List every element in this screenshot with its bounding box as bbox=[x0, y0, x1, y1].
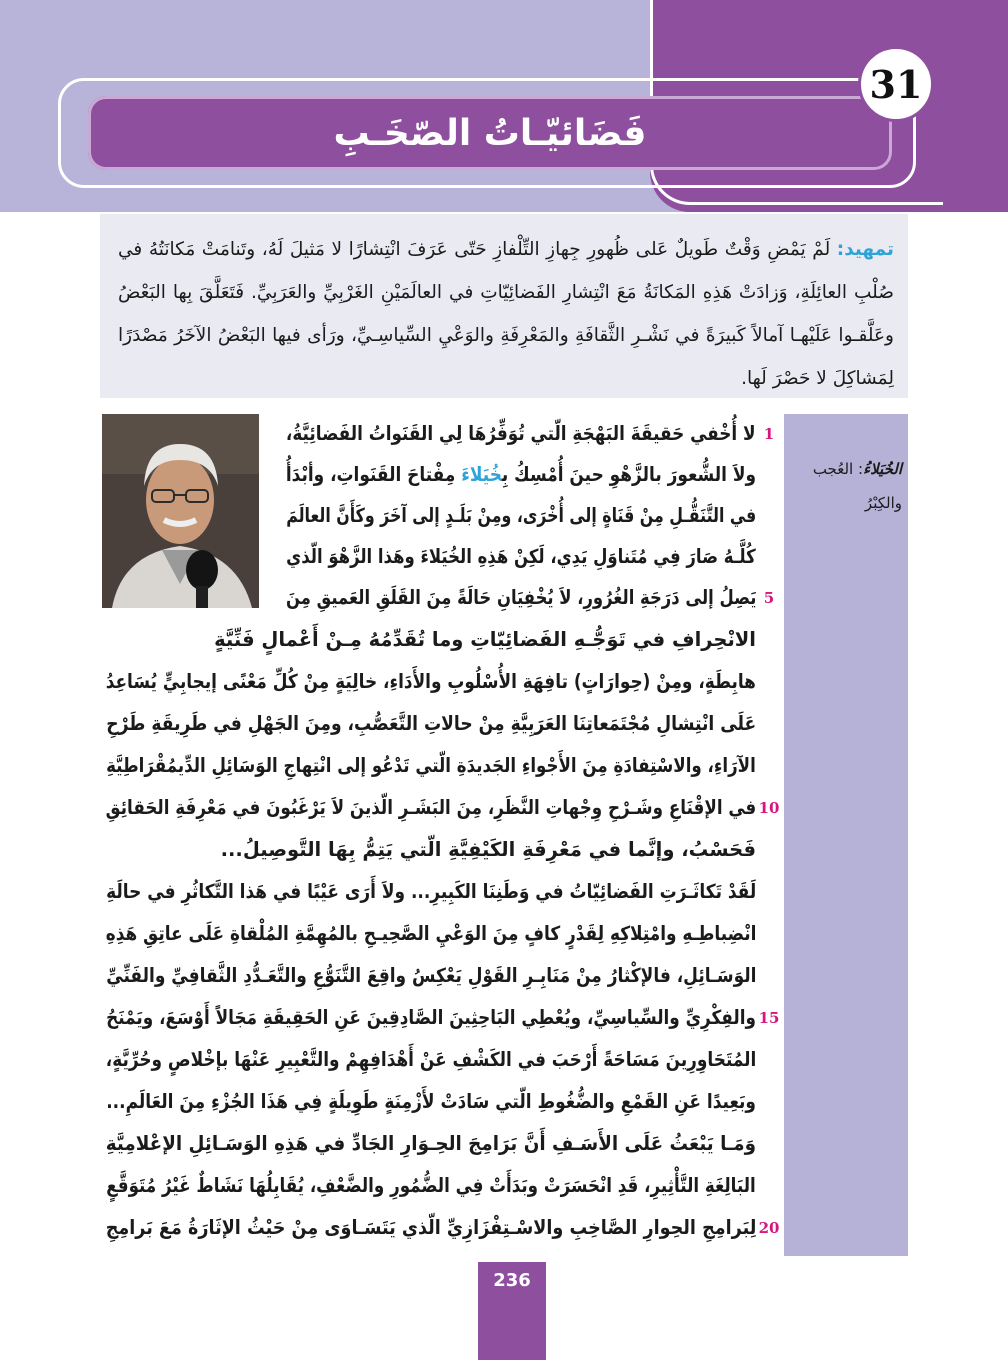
text-line: يَصِلُ إلى دَرَجَةِ الغُرُورِ، لاَ يُخْفِيَانِ حَالَةً مِنَ القَلَقِ العَميقِ مِنَ bbox=[285, 586, 756, 609]
line-number bbox=[756, 455, 782, 495]
line-number: 20 bbox=[758, 1219, 780, 1237]
text-line: في الإقْنَاعِ وشَـرْحِ وِجْهاتِ النَّظَرِ، مِنَ البَشَـرِ الّذينَ لاَ يَرْغَبُونَ في مَعْرِفَةِ الحَقائِقِ bbox=[105, 796, 756, 819]
text-line: الانْحِرافِ في تَوَجُّـهِ الفَضائِيّاتِ وما تُقَدِّمُهُ مِـنْ أَعْمالٍ فَنِّيَّةٍ bbox=[214, 628, 756, 651]
lesson-number-badge: 31 bbox=[858, 46, 934, 122]
line-number bbox=[756, 1166, 782, 1206]
line-number bbox=[756, 662, 782, 702]
text-line: كُلَّـهُ صَارَ فِي مُتَناوَلِ يَدِي، لَكِنْ هَذِهِ الخُيَلاءَ وهَذا الزَّهْوَ الّذي bbox=[286, 545, 756, 568]
text-line: لِبَرامِجِ الحِوارِ الصَّاخِبِ والاسْـتِفْزَازِيِّ الّذي يَتَسَـاوَى مِنْ حَيْثُ الإثَارَةُ مَعَ بَرامِجِ bbox=[105, 1216, 756, 1239]
glossary-highlight: خُيَلاءَ bbox=[461, 463, 502, 486]
text-line: انْضِباطِـهِ وامْتِلاكِهِ لِقَدْرٍ كافٍ مِنَ الوَعْيِ الصَّحِيـحِ بالمُهِمَّةِ المُلْقاةِ عَلَى عاتِقِ هَذِهِ bbox=[105, 922, 756, 945]
line-number: 1 bbox=[763, 425, 775, 443]
page-title: فَضَائيّـاتُ الصّخَـبِ bbox=[333, 112, 647, 154]
article-body bbox=[100, 414, 784, 1260]
line-number bbox=[756, 1082, 782, 1122]
line-number: 15 bbox=[758, 1009, 780, 1027]
text-line: المُتَحَاوِرِينَ مَسَاحَةً أَرْحَبَ في الكَشْفِ عَنْ أَهْدَافِهِمْ والتَّعْبِيرِ عَنْهَا بإخْلاصٍ وحُرِّيَّةٍ، bbox=[105, 1048, 756, 1071]
glossary-entry bbox=[790, 452, 902, 520]
glossary-term: الخُيَلاءُ bbox=[863, 460, 902, 478]
glossary-definition: : العُجب والكِبْرُ bbox=[812, 460, 902, 512]
intro-text: لَمْ يَمْضِ وَقْتٌ طَويلٌ عَلى ظُهورِ جِهازِ التِّلْفازِ حَتّى عَرَفَ انْتِشارًا لا مَثيلَ لَهُ، وتَنامَتْ مَكانَتُهُ في صُلْبِ العائِلَةِ، وَزادَتْ هَذِهِ المَكانَةُ مَعَ انْتِشارِ الفَضائِيّاتِ في العالَمَيْنِ الغَرْبِيِّ والعَرَبِيِّ. فَتَعَلَّقَ بِها البَعْضُ وعَلَّقـوا عَلَيْهـا آمالاً كَبيرَةً في نَشْـرِ الثَّقافَةِ والمَعْرِفَةِ والوَعْيِ السِّياسِـيِّ، ورَأى فيها البَعْضُ الآخَرُ مَصْدَرًا لِمَشاكِلَ لا حَصْرَ لَها. bbox=[118, 239, 894, 389]
text-line: والفِكْرِيِّ والسِّياسِيِّ، ويُعْطِي البَاحِثِينَ الصَّادِقِينَ عَنِ الحَقِيقَةِ مَجَالاً أَوْسَعَ، ويَمْنَحُ bbox=[106, 1006, 756, 1029]
text-line: الآرَاءِ، والاسْتِفادَةِ مِنَ الأَجْواءِ الجَديدَةِ الّتي تَدْعُو إلى انْتِهاجِ الوَسَائِلِ الدِّيمُقْرَاطِيَّةِ bbox=[106, 754, 756, 777]
line-number bbox=[756, 537, 782, 577]
text-line: لَقَدْ تَكاثَـرَتِ الفَضائِيّاتُ في وَطَنِنَا الكَبِيرِ... ولاَ أَرَى عَيْبًا في هَذا التَّكاثُرِ في حالَةِ bbox=[105, 880, 756, 903]
line-number bbox=[756, 704, 782, 744]
title-banner bbox=[88, 96, 892, 170]
line-number bbox=[756, 914, 782, 954]
line-number bbox=[756, 956, 782, 996]
text-line: وَمَـا يَبْعَثُ عَلَى الأَسَـفِ أَنَّ بَرَامِجَ الحِـوَارِ الجَادِّ في هَذِهِ الوَسَـائِلِ الإعْلامِيَّةِ bbox=[105, 1132, 756, 1155]
line-number bbox=[756, 496, 782, 536]
text-line: عَلَى انْتِشالِ مُجْتَمَعاتِنَا العَرَبِيَّةِ مِنْ حالاتِ التَّعَصُّبِ، ومِنَ الجَهْلِ في طَرِيقَةِ طَرْحِ bbox=[106, 712, 756, 735]
text-line: فَحَسْبُ، وإنَّما في مَعْرِفَةِ الكَيْفِيَّةِ الّتي يَتِمُّ بِهَا التَّوصِيلُ... bbox=[220, 838, 756, 861]
text-line: الوَسَـائِلِ، فالإكْثارُ مِنْ مَنَابِـرِ القَوْلِ يَعْكِسُ واقِعَ التَّنَوُّعِ والتَّعَـدُّدِ الثَّقافِيِّ والفَنِّيِّ bbox=[105, 964, 756, 987]
text-line: في التَّنَقُّـلِ مِنْ قَنَاةٍ إلى أُخْرَى، ومِنْ بَلَـدٍ إلى آخَرَ وكَأَنَّ العالَمَ bbox=[286, 504, 756, 527]
intro-label: تمهيد: bbox=[836, 239, 894, 260]
text-line: لا أُخْفي حَقيقَةَ البَهْجَةِ الّتي تُوَفِّرُهَا لِي القَنَواتُ الفَضائِيَّةُ، bbox=[286, 422, 756, 445]
line-number bbox=[756, 1040, 782, 1080]
line-number: 10 bbox=[758, 799, 780, 817]
line-number: 5 bbox=[763, 589, 775, 607]
text-line: هابِطَةٍ، ومِنْ (حِوارَاتٍ) تافِهَةِ الأُسْلُوبِ والأَدَاءِ، خالِيَةٍ مِنْ كُلِّ مَعْنًى إيجابِيٍّ يُسَاعِدُ bbox=[105, 670, 756, 693]
text-segment: مِفْتاحَ القَنَواتِ، وأبْدَأُ bbox=[285, 463, 462, 486]
text-line: وبَعِيدًا عَنِ القَمْعِ والضُّغُوطِ الّتي سَادَتْ لأَزْمِنَةٍ طَوِيلَةٍ فِي هَذَا الجُزْءِ مِنَ العَالَمِ... bbox=[106, 1090, 756, 1113]
line-number bbox=[756, 746, 782, 786]
line-number bbox=[756, 830, 782, 870]
text-line bbox=[286, 455, 756, 495]
page-number: 236 bbox=[493, 1270, 531, 1291]
glossary-column bbox=[784, 414, 908, 1256]
text-segment: ولاَ الشُّعورَ بالزَّهْوِ حينَ أُمْسِكُ بِ bbox=[501, 463, 756, 486]
intro-box bbox=[100, 214, 908, 398]
line-number bbox=[756, 620, 782, 660]
text-line: البَالِغَةِ التَّأْثِيرِ، قَدِ انْحَسَرَتْ وبَدَأَتْ فِي الضُّمُورِ والضَّعْفِ، يُقَابِلُهَا نَشَاطٌ غَيْرُ مُتَوَقَّعٍ bbox=[106, 1174, 756, 1197]
line-number bbox=[756, 872, 782, 912]
line-number bbox=[756, 1124, 782, 1164]
